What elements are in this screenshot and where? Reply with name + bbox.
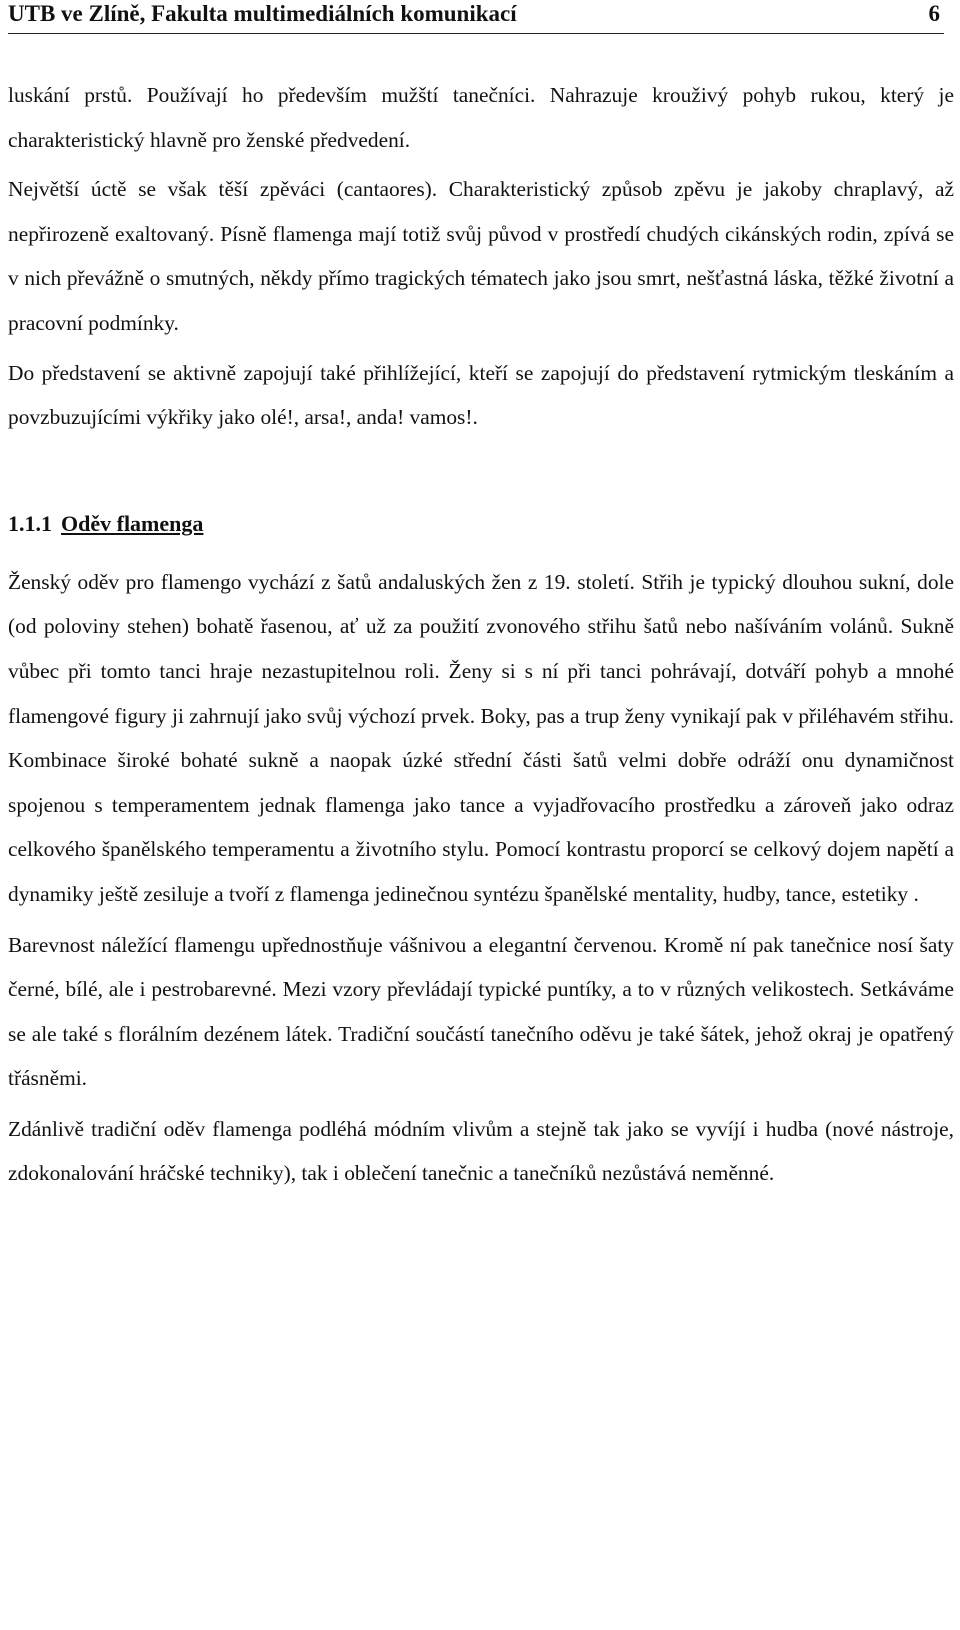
page-number: 6 [928, 1, 940, 26]
paragraph-finger-snapping: luskání prstů. Používají ho především mužští tanečníci. Nahrazuje krouživý pohyb rukou, který je charakteristický hlavně pro ženské předvedení. [8, 83, 954, 152]
paragraph-singers: Největší úctě se však těší zpěváci (cantaores). Charakteristický způsob zpěvu je jakoby chraplavý, až nepřirozeně exaltovaný. Písně flamenga mají totiž svůj původ v prostředí chudých cikánských rodin, zpívá se v nich převážně o smutných, někdy přímo tragických tématech jako jsou smrt, nešťastná láska, těžké životní a pracovní podmínky. [8, 177, 954, 335]
section-title: Oděv flamenga [61, 510, 204, 536]
section-heading [8, 502, 954, 546]
paragraph-women-dress: Ženský oděv pro flamengo vychází z šatů andaluských žen z 19. století. Střih je typický dlouhou sukní, dole (od poloviny stehen) bohatě řasenou, ať už za použití zvonového střihu šatů nebo našíváním volánů. Sukně vůbec při tomto tanci hraje nezastupitelnou roli. Ženy si s ní při tanci pohrávají, dotváří pohyb a mnohé flamengové figury ji zahrnují jako svůj výchozí prvek. Boky, pas a trup ženy vynikají pak v přiléhavém střihu. Kombinace široké bohaté sukně a naopak úzké střední části šatů velmi dobře odráží onu dynamičnost spojenou s temperamentem jednak flamenga jako tance a vyjadřovacího prostředku a zároveň jako odraz celkového španělského temperamentu a životního stylu. Pomocí kontrastu proporcí se celkový dojem napětí a dynamiky ještě zesiluje a tvoří z flamenga jedinečnou syntézu španělské mentality, hudby, tance, estetiky . [8, 569, 954, 906]
header-title: UTB ve Zlíně, Fakulta multimediálních komunikací [8, 1, 517, 26]
paragraph-colors: Barevnost náležící flamengu upřednostňuje vášnivou a elegantní červenou. Kromě ní pak tanečnice nosí šaty černé, bílé, ale i pestrobarevné. Mezi vzory převládají typické puntíky, a to v různých velikostech. Setkáváme se ale také s florálním dezénem látek. Tradiční součástí tanečního oděvu je také šátek, jehož okraj je opatřený třásněmi. [8, 932, 954, 1091]
paragraph-audience: Do představení se aktivně zapojují také přihlížející, kteří se zapojují do představení rytmickým tleskáním a povzbuzujícími výkřiky jako olé!, arsa!, anda! vamos!. [8, 360, 954, 430]
page-header [8, 0, 944, 34]
paragraph-fashion-influence: Zdánlivě tradiční oděv flamenga podléhá módním vlivům a stejně tak jako se vyvíjí i hudba (nové nástroje, zdokonalování hráčské techniky), tak i oblečení tanečnic a tanečníků nezůstává neměnné. [8, 1116, 954, 1186]
section-number: 1.1.1 [8, 510, 52, 536]
